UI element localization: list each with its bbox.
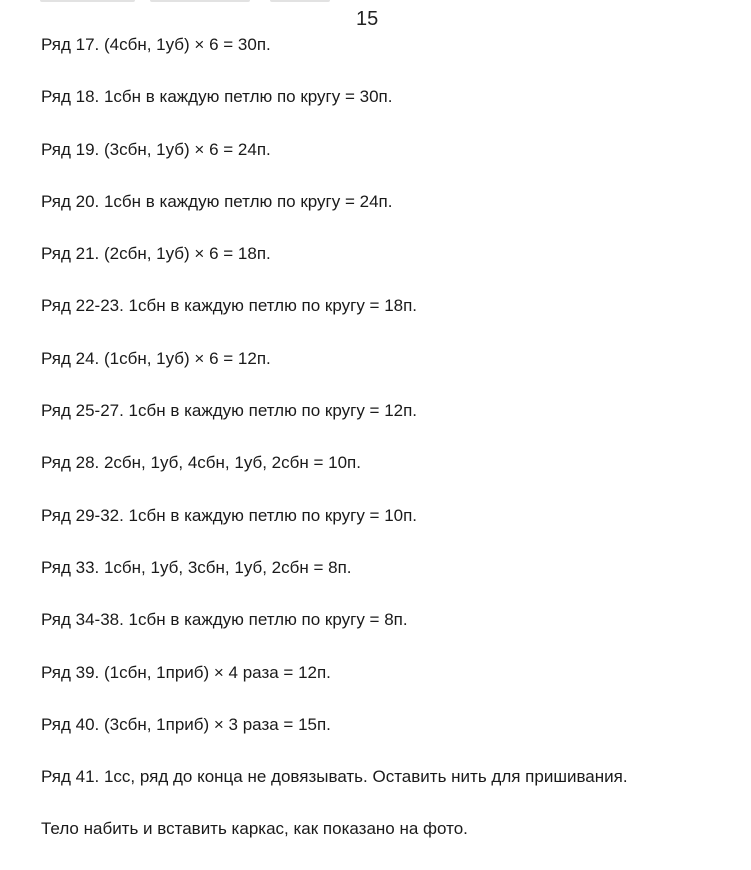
closing-note: Тело набить и вставить каркас, как показано на фото. (41, 819, 468, 839)
instruction-line: Ряд 34-38. 1сбн в каждую петлю по кругу = 8п. (41, 610, 408, 630)
instruction-line: Ряд 40. (3сбн, 1приб) × 3 раза = 15п. (41, 714, 331, 734)
instruction-line: Ряд 22-23. 1сбн в каждую петлю по кругу = 18п. (41, 296, 418, 316)
instruction-line: Ряд 28. 2сбн, 1уб, 4сбн, 1уб, 2сбн = 10п. (41, 453, 361, 473)
instruction-line: Ряд 24. (1сбн, 1уб) × 6 = 12п. (41, 348, 271, 368)
instruction-line: Ряд 18. 1сбн в каждую петлю по кругу = 30п. (41, 87, 393, 107)
page-number: 15 (356, 8, 379, 30)
instruction-line: Ряд 20. 1сбн в каждую петлю по кругу = 24п. (41, 191, 393, 211)
instruction-line: Ряд 17. (4сбн, 1уб) × 6 = 30п. (41, 35, 271, 54)
instruction-line: Ряд 33. 1сбн, 1уб, 3сбн, 1уб, 2сбн = 8п. (41, 557, 352, 577)
instruction-line: Ряд 19. (3сбн, 1уб) × 6 = 24п. (41, 139, 271, 159)
instruction-line: Ряд 39. (1сбн, 1приб) × 4 раза = 12п. (41, 662, 331, 682)
instruction-line: Ряд 25-27. 1сбн в каждую петлю по кругу = 12п. (41, 401, 418, 421)
instruction-line: Ряд 41. 1сс, ряд до конца не довязывать. Оставить нить для пришивания. (41, 767, 628, 787)
previous-page-edge (0, 0, 751, 6)
instruction-list (41, 33, 731, 870)
instruction-line: Ряд 21. (2сбн, 1уб) × 6 = 18п. (41, 244, 271, 264)
instruction-line: Ряд 29-32. 1сбн в каждую петлю по кругу = 10п. (41, 505, 418, 525)
